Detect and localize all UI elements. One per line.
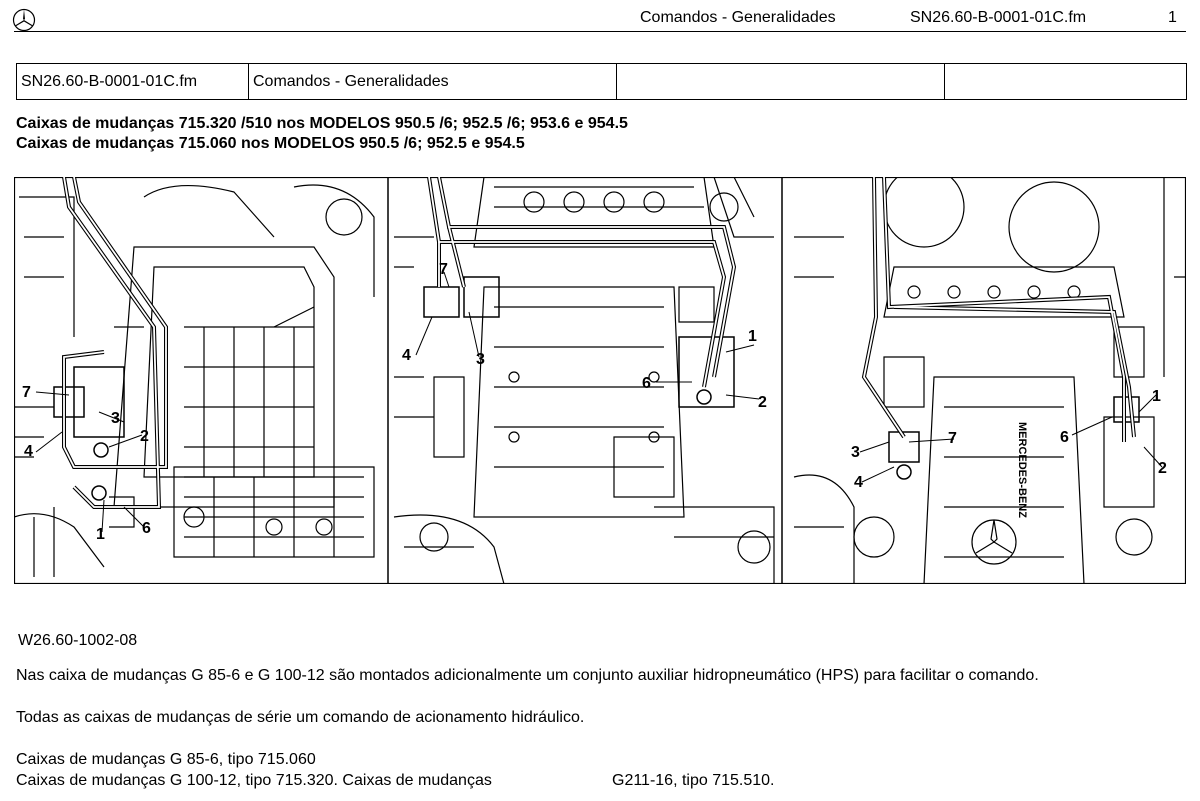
callout-label: 4	[24, 443, 33, 460]
table-cell-empty	[617, 64, 945, 100]
callout-label: 6	[642, 375, 651, 392]
table-cell-title: Comandos - Generalidades	[249, 64, 617, 100]
type-line-1: Caixas de mudanças G 85-6, tipo 715.060	[16, 751, 316, 768]
callout-label: 2	[140, 428, 149, 445]
type-line-2-right: G211-16, tipo 715.510.	[612, 772, 775, 789]
callout-label: 7	[439, 261, 448, 278]
paragraph-hydraulic: Todas as caixas de mudanças de série um comando de acionamento hidráulico.	[16, 709, 585, 726]
callout-label: 7	[22, 384, 31, 401]
housing-brand-lettering: MERCEDES-BENZ	[1016, 422, 1028, 518]
header-page-number: 1	[1168, 9, 1177, 26]
mercedes-star-icon	[12, 8, 36, 32]
gearbox-figure	[14, 177, 1186, 584]
paragraph-hps: Nas caixa de mudanças G 85-6 e G 100-12 são montados adicionalmente um conjunto auxiliar hidropneumático (HPS) para facilitar o comando.	[16, 667, 1039, 684]
heading-line-2: Caixas de mudanças 715.060 nos MODELOS 950.5 /6; 952.5 e 954.5	[16, 135, 525, 152]
callout-label: 3	[111, 410, 120, 427]
callout-label: 1	[96, 526, 105, 543]
header-section-title: Comandos - Generalidades	[640, 9, 836, 26]
table-cell-file: SN26.60-B-0001-01C.fm	[17, 64, 249, 100]
heading-line-1: Caixas de mudanças 715.320 /510 nos MODELOS 950.5 /6; 952.5 /6; 953.6 e 954.5	[16, 115, 628, 132]
callout-label: 4	[402, 347, 411, 364]
table-cell-empty	[945, 64, 1187, 100]
callout-label: 4	[854, 474, 863, 491]
callout-label: 2	[758, 394, 767, 411]
callout-label: 1	[1152, 388, 1161, 405]
callout-label: 3	[851, 444, 860, 461]
type-line-2-left: Caixas de mudanças G 100-12, tipo 715.320. Caixas de mudanças	[16, 772, 492, 789]
callout-label: 3	[476, 351, 485, 368]
callout-label: 6	[142, 520, 151, 537]
header-file-name: SN26.60-B-0001-01C.fm	[910, 9, 1087, 26]
callout-label: 6	[1060, 429, 1069, 446]
header-rule	[14, 31, 1186, 32]
figure-code: W26.60-1002-08	[18, 632, 138, 649]
callout-label: 1	[748, 328, 757, 345]
reference-table	[16, 63, 1187, 100]
callout-label: 2	[1158, 460, 1167, 477]
callout-label: 7	[948, 430, 957, 447]
table-row	[17, 64, 1187, 100]
